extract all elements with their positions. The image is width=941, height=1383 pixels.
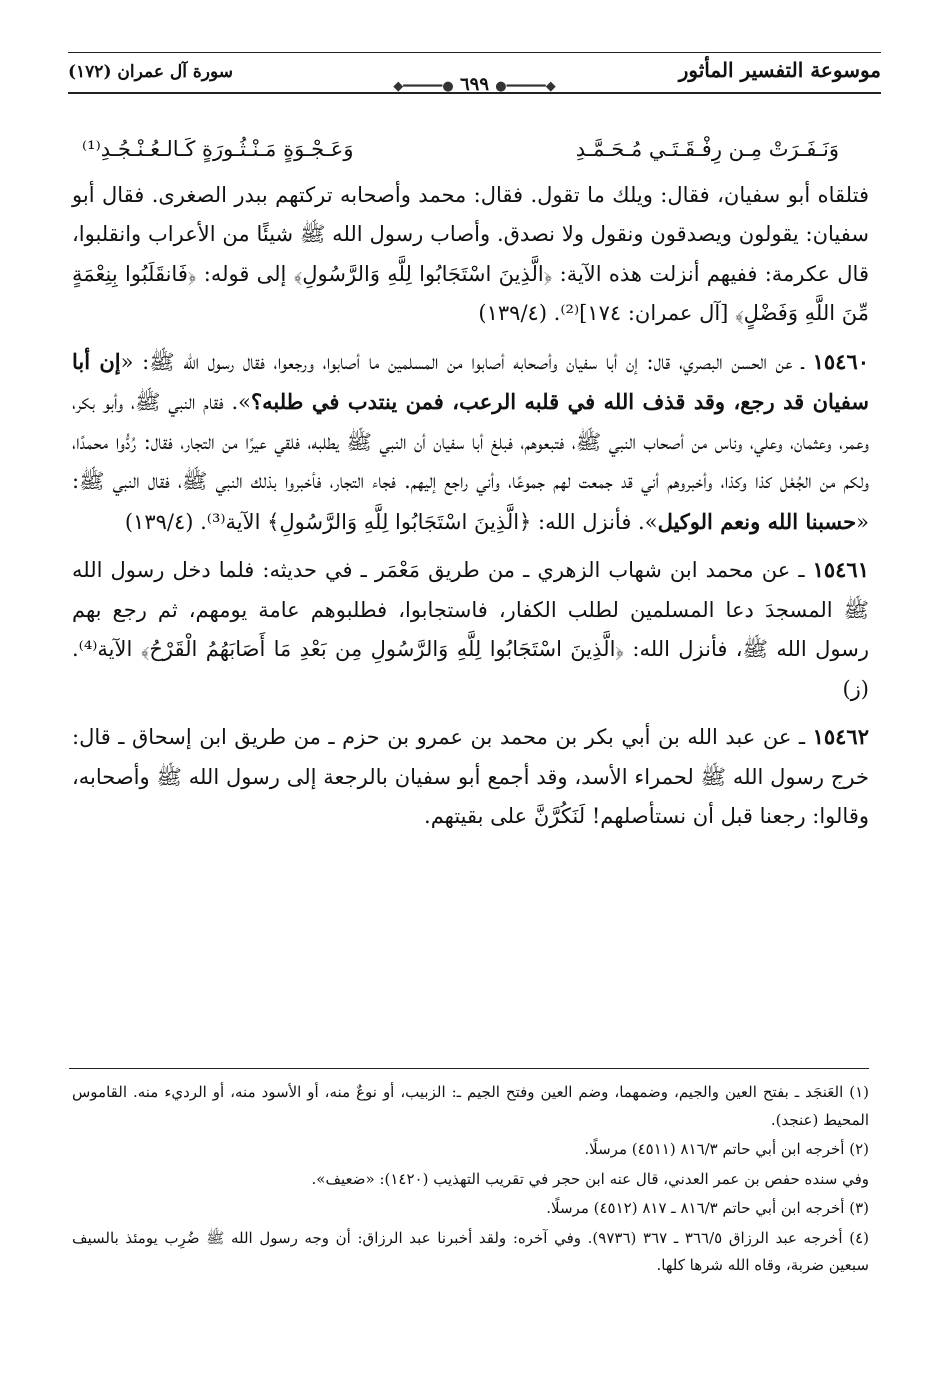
footnote-2-note: وفي سنده حفص بن عمر العدني، قال عنه ابن حجر في تقريب التهذيب (١٤٢٠): «ضعيف». <box>311 1169 869 1188</box>
paragraph-number: ١٥٤٦١ <box>812 557 869 582</box>
hadith-quote: إن أبا سفيان قد رجع، وقد قذف الله في قلبه الرعب، فمن ينتدب في طلبه؟ <box>72 348 869 414</box>
page-header <box>68 52 881 104</box>
paragraph-number: ١٥٤٦٢ <box>812 724 869 749</box>
paragraph-15461 <box>72 550 869 709</box>
header-top-rule <box>68 52 881 53</box>
paragraph-15462 <box>72 717 869 837</box>
surah-title: سورة آل عمران (١٧٢) <box>68 62 234 82</box>
poem-verse <box>72 130 869 170</box>
footnotes <box>72 1068 869 1282</box>
ornament-right-icon: ●━━━━━◆ <box>495 79 556 94</box>
book-title: موسوعة التفسير المأثور <box>678 58 881 82</box>
header-bottom-rule <box>68 92 881 94</box>
paragraph-text: ـ عن الحسن البصري، قال: إن أبا سفيان وأصحابه أصابوا من المسلمين ما أصابوا، ورجعوا، فقال رسول الله ﷺ: « <box>120 349 813 374</box>
footnote-separator <box>69 1068 869 1069</box>
footnote-4: (٤) أخرجه عبد الرزاق ٣٦٦/٥ ـ ٣٦٧ (٩٧٣٦). وفي آخره: ولقد أخبرنا عبد الرزاق: أن وجه رسول الله ﷺ ضُرِب يومئذ بالسيف سبعين ضربة، وقاه الله شرها كلها. <box>72 1228 870 1274</box>
footnote-2: (٢) أخرجه ابن أبي حاتم ٨١٦/٣ (٤٥١١) مرسلًا. <box>584 1140 869 1158</box>
paragraph-text: ـ عن عبد الله بن أبي بكر بن محمد بن عمرو بن حزم ـ من طريق ابن إسحاق ـ قال: خرج رسول الله ﷺ لحمراء الأسد، وقد أجمع أبو سفيان بالرجعة إلى رسول الله ﷺ وأصحابه، وقالوا: رجعنا قبل أن نستأصلهم! لَنَكُرَّنَّ على بقيتهم. <box>72 725 869 828</box>
poem-left-hemistich: وَعَـجْـوَةٍ مَـنْـثُـورَةٍ كَـالـعُـنْـجُـدِ⁽¹⁾ <box>82 137 354 161</box>
paragraph-text: فتلقاه أبو سفيان، فقال: ويلك ما تقول. فقال: محمد وأصحابه تركتهم ببدر الصغرى. فقال أبو سفيان: يقولون ويصدقون ونقول ولا نصدق. وأصاب رسول الله ﷺ شيئًا من الأعراب وانقلبوا، قال عكرمة: ففيهم أنزلت هذه الآية: ﴿الَّذِينَ اسْتَجَابُوا لِلَّهِ وَالرَّسُولِ﴾ إلى قوله: ﴿فَانقَلَبُوا بِنِعْمَةٍ مِّنَ اللَّهِ وَفَضْلٍ﴾ [آل عمران: ١٧٤]⁽²⁾. (١٣٩/٤) <box>72 182 869 325</box>
poem-right-hemistich: وَنَـفَـرَتْ مِـن رِفْـقَـتَـي مُـحَـمَّـدِ <box>575 137 839 161</box>
footnote-3: (٣) أخرجه ابن أبي حاتم ٨١٦/٣ ـ ٨١٧ (٤٥١٢) مرسلًا. <box>546 1199 869 1217</box>
footnote-1: (١) العَنجَد ـ بفتح العين والجيم، وضمهما، وضم العين وفتح الجيم ـ: الزبيب، أو نوعٌ منه، أو الأسود منه، أو الرديء منه. القاموس المحيط (عنجد). <box>72 1083 869 1129</box>
ornament-left-icon: ◆━━━━━● <box>393 79 454 94</box>
paragraph-text: ـ عن محمد ابن شهاب الزهري ـ من طريق مَعْمَر ـ في حديثه: فلما دخل رسول الله ﷺ المسجدَ دعا المسلمين لطلب الكفار، فاستجابوا، فطلبوهم عامة يومهم، ثم رجع بهم رسول الله ﷺ، فأنزل الله: ﴿الَّذِينَ اسْتَجَابُوا لِلَّهِ وَالرَّسُولِ مِن بَعْدِ مَا أَصَابَهُمُ الْقَرْحُ﴾ الآية⁽⁴⁾. (ز) <box>72 558 869 701</box>
paragraph-15460 <box>72 342 869 543</box>
main-text <box>72 130 869 845</box>
hadith-quote: حسبنا الله ونعم الوكيل <box>657 508 857 534</box>
paragraph-text: ». فأنزل الله: ﴿الَّذِينَ اسْتَجَابُوا لِلَّهِ وَالرَّسُولِ﴾ الآية⁽³⁾. (١٣٩/٤) <box>124 509 658 534</box>
paragraph-continuation <box>72 176 869 334</box>
paragraph-text: ». فقام النبي ﷺ، وأبو بكر، وعمر، وعثمان، وعلي، وناس من أصحاب النبي ﷺ، فتبعوهم، فبلغ أبا سفيان أن النبي ﷺ يطلبه، فلقي عيرًا من التجار، فقال: رُدُّوا محمدًا، ولكم من الجُعْل كذا وكذا، وأخبروهم أني قد جمعت لهم جموعًا، وأني راجع إليهم. فجاء التجار، فأخبروا بذلك النبي ﷺ، فقال النبي ﷺ: « <box>72 390 869 534</box>
page-number: ٦٩٩ <box>459 74 489 95</box>
paragraph-number: ١٥٤٦٠ <box>812 348 870 374</box>
